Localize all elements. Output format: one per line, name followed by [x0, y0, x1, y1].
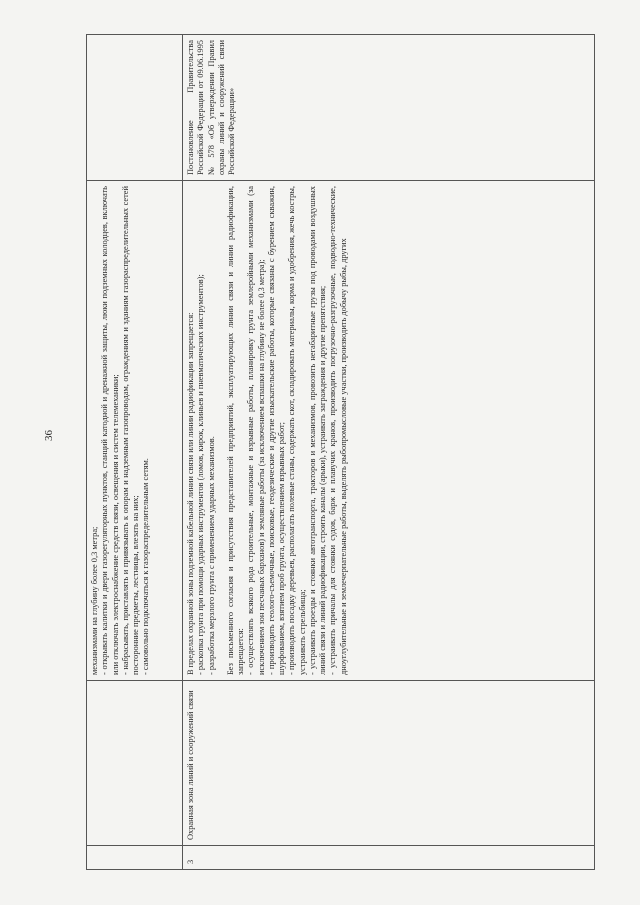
restrictions-cell — [183, 181, 595, 681]
zones-table — [86, 34, 595, 870]
restriction-line: - устраивать причалы для стоянки судов, барж и плавучих кранов, производить погрузочно-разгрузочные, подводно-технические, дноуглубительные и землечерпательные работы, выделять рыбопромысловые участки, производить добычу рыбы, других — [328, 186, 348, 675]
restriction-line: механизмами на глубину более 0,3 метра; — [90, 526, 99, 675]
restriction-line: - набрасывать, приставлять и привязывать к опорам и надземным газопроводам, ограждениям и зданиям газораспределительных сетей посторонние предметы, лестницы, влезать на них; — [120, 186, 140, 675]
restriction-line: - производить геолого-съемочные, поисковые, геодезические и другие изыскательские работы, которые связаны с бурением скважин, шурфованием, взятием проб грунта, осуществлением взрывных работ; — [266, 186, 287, 675]
legal-basis-cell — [87, 35, 183, 181]
restriction-intro: Без письменного согласия и присутствия представителей предприятий, эксплуатирующих линии связи и линии радиофикации, запрещается: — [225, 186, 246, 675]
table-row — [87, 35, 183, 870]
restrictions-cell — [87, 181, 183, 681]
row-number-cell: 3 — [183, 846, 595, 870]
restriction-line: - раскопка грунта при помощи ударных инструментов (ломов, кирок, клиньев и пневматических инструментов); — [196, 274, 206, 675]
restriction-line: - производить посадку деревьев, располагать полевые станы, содержать скот, складировать материалы, корма и удобрения, жечь костры, устраивать стрельбища; — [287, 186, 307, 675]
legal-basis-cell: Постановление Правительства Российской Федерации от 09.06.1995 № 578 «Об утверждении Правил охраны линий и сооружений связи Российской Федерации» — [183, 35, 595, 181]
zone-name-cell: Охранная зона линий и сооружений связи — [183, 681, 595, 846]
rotated-table-wrapper — [86, 35, 595, 870]
page-number: 36 — [43, 430, 55, 441]
restriction-line: - разработка мерзлого грунта с применением ударных механизмов. — [206, 436, 216, 675]
restriction-line: - устраивать проезды и стоянки автотранспорта, тракторов и механизмов, провозить негабаритные грузы под проводами воздушных линий связи и линий радиофикации, строить каналы (арыки), устраивать заграждения и другие препятствия; — [307, 186, 328, 675]
restriction-line: - самовольно подключаться к газораспределительным сетям. — [141, 458, 151, 675]
table-row — [183, 35, 595, 870]
restriction-line: - осуществлять всякого рода строительные, монтажные и взрывные работы, планировку грунта землеройными механизмами (за исключением зон песчаных барханов) и земляные работы (за исключением вспашки на глубину не более 0,3 метра); — [246, 186, 266, 675]
zone-name-cell — [87, 681, 183, 846]
row-number-cell — [87, 846, 183, 870]
restriction-line: - открывать калитки и двери газорегуляторных пунктов, станций катодной и дренажной защиты, люки подземных колодцев, включать или отключать электроснабжение средств связи, освещения и систем телемеханики; — [100, 186, 120, 675]
restriction-intro: В пределах охранной зоны подземной кабельной линии связи или линии радиофикации запрещается: — [186, 312, 196, 675]
